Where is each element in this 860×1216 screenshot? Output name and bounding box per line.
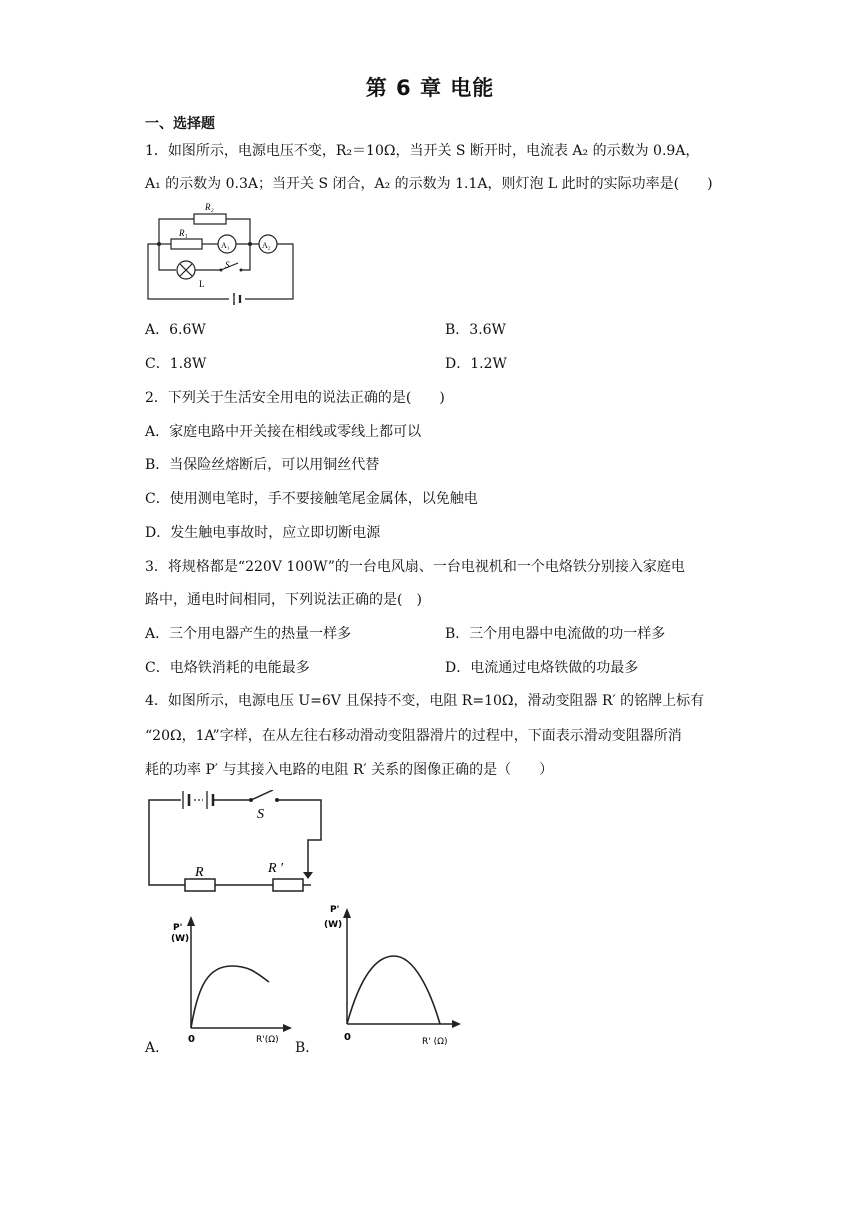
q1-option-a: A．6.6W — [145, 322, 206, 338]
q3-option-c: C．电烙铁消耗的电能最多 — [145, 660, 310, 676]
q1-option-d: D．1.2W — [445, 356, 507, 372]
q2-option-d: D．发生触电事故时，应立即切断电源 — [145, 525, 381, 541]
q1-stem-line1: 1．如图所示，电源电压不变，R₂＝10Ω，当开关 S 断开时，电流表 A₂ 的示数为 0.9A， — [145, 143, 700, 159]
q4-label-rprime: R ′ — [268, 861, 284, 876]
q4-circuit-diagram — [143, 790, 333, 896]
q3-option-d: D．电流通过电烙铁做的功最多 — [445, 660, 639, 676]
q1-circuit-diagram — [143, 197, 298, 305]
q4a-y-label: P' — [173, 923, 183, 933]
q2-option-c: C．使用测电笔时，手不要接触笔尾金属体，以免触电 — [145, 491, 478, 507]
q4-label-r: R — [195, 865, 204, 880]
q3-option-a: A．三个用电器产生的热量一样多 — [145, 626, 352, 642]
q2-stem: 2．下列关于生活安全用电的说法正确的是( ) — [145, 390, 445, 406]
q4b-y-label: P' — [330, 905, 340, 915]
q4-stem-line3: 耗的功率 P′ 与其接入电路的电阻 R′ 关系的图像正确的是（ ） — [145, 762, 554, 778]
q4-label-s: S — [257, 807, 264, 822]
q4-option-a-label: A． — [145, 1040, 170, 1056]
q4a-y-unit: (W) — [171, 934, 190, 944]
q1-label-a2: A₂ — [262, 241, 271, 250]
q1-label-r1: R₁ — [179, 228, 188, 238]
q4-stem-line2: “20Ω，1A”字样，在从左往右移动滑动变阻器滑片的过程中，下面表示滑动变阻器所消 — [145, 728, 682, 744]
page-title: 第 6 章 电能 — [365, 76, 495, 100]
q4-stem-line1: 4．如图所示，电源电压 U=6V 且保持不变，电阻 R=10Ω，滑动变阻器 R′ 的铭牌上标有 — [145, 693, 705, 709]
q4-graph-b — [322, 898, 464, 1050]
q4-option-b-label: B． — [295, 1040, 320, 1056]
q4b-origin: 0 — [344, 1032, 351, 1043]
q1-label-r2: R₂ — [205, 202, 214, 212]
q2-option-b: B．当保险丝熔断后，可以用铜丝代替 — [145, 457, 380, 473]
q1-label-a1: A₁ — [221, 241, 230, 250]
q1-label-l: L — [199, 279, 205, 289]
q4b-x-label: R' (Ω) — [422, 1037, 448, 1047]
q4a-origin: 0 — [188, 1034, 195, 1045]
q3-stem-line1: 3．将规格都是“220V 100W”的一台电风扇、一台电视机和一个电烙铁分别接入家庭电 — [145, 559, 685, 575]
q1-option-b: B．3.6W — [445, 322, 506, 338]
q4b-y-unit: (W) — [324, 920, 343, 930]
section-heading: 一、选择题 — [145, 116, 215, 132]
q4a-x-label: R'(Ω) — [256, 1035, 279, 1045]
q4-graph-a — [170, 906, 295, 1048]
q2-option-a: A．家庭电路中开关接在相线或零线上都可以 — [145, 424, 422, 440]
q3-stem-line2: 路中，通电时间相同，下列说法正确的是( ) — [145, 592, 422, 608]
q1-option-c: C．1.8W — [145, 356, 207, 372]
q1-stem-line2: A₁ 的示数为 0.3A；当开关 S 闭合，A₂ 的示数为 1.1A，则灯泡 L 此时的实际功率是( ) — [145, 176, 713, 192]
q1-label-s: S — [225, 260, 230, 270]
q3-option-b: B．三个用电器中电流做的功一样多 — [445, 626, 666, 642]
